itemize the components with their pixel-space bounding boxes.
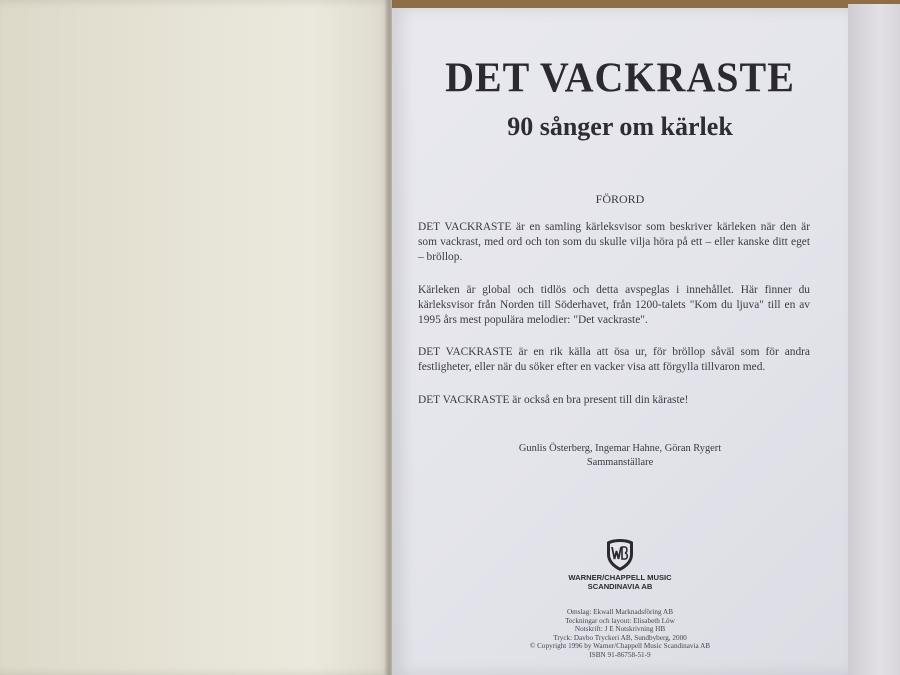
book-back-cover-edge (848, 4, 900, 675)
foreword-paragraph: Kärleken är global och tidlös och detta avspeglas i innehållet. Här finner du kärleksvisor från Norden till Söderhavet, från 1200-talets "Kom du ljuva" till en av 1995 års mest populära melodier: "Det vackraste". (418, 283, 810, 327)
credit-line: Notskrift: J E Notskrivning HB (574, 625, 666, 634)
left-blank-page (0, 0, 392, 675)
foreword-paragraph: DET VACKRASTE är också en bra present till din käraste! (418, 393, 689, 406)
book-subtitle: 90 sånger om kärlek (507, 112, 733, 141)
publisher-name (392, 573, 848, 591)
signers-block (392, 442, 848, 470)
credit-line: Omslag: Ekwall Marknadsföring AB (566, 608, 673, 616)
publisher-line: SCANDINAVIA AB (587, 582, 653, 591)
foreword-paragraph: DET VACKRASTE är en samling kärleksvisor som beskriver kärleken när den är som vackrast, med ord och ton som du skulle vilja höra på ett – eller kanske ditt eget – bröllop. (418, 221, 810, 264)
foreword-text (418, 220, 810, 425)
publisher-logo (392, 538, 848, 577)
credits-block (392, 608, 848, 660)
credit-line: Tryck: Davbo Tryckeri AB, Sundbyberg, 2000 (553, 633, 687, 642)
title-page (392, 8, 848, 675)
foreword-heading: FÖRORD (595, 192, 645, 206)
publisher-line: WARNER/CHAPPELL MUSIC (568, 573, 672, 582)
signers-names: Gunlis Österberg, Ingemar Hahne, Göran Rygert (518, 443, 722, 454)
foreword-paragraph: DET VACKRASTE är en rik källa att ösa ur, för bröllop såväl som för andra festligheter, eller när du söker efter en vacker visa att förgylla tillvaron med. (418, 346, 810, 374)
wb-shield-icon (605, 538, 635, 572)
credit-line: ISBN 91-86758-51-9 (589, 650, 651, 659)
signers-role: Sammanställare (586, 457, 654, 468)
credit-line: Teckningar och layout: Elisabeth Löw (565, 616, 675, 625)
book-title: DET VACKRASTE (445, 53, 795, 102)
credit-line: © Copyright 1996 by Warner/Chappell Music Scandinavia AB (529, 642, 711, 651)
